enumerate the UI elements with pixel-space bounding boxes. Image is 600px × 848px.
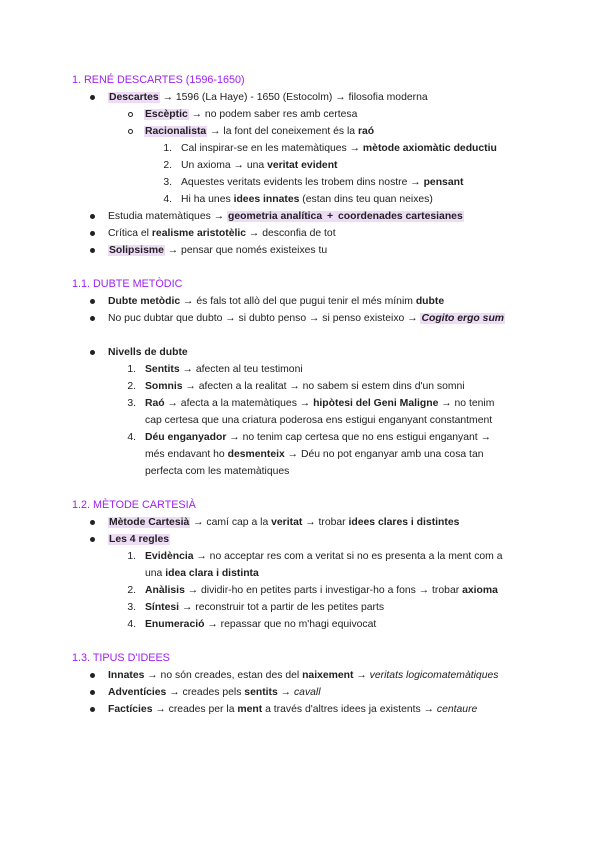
list-number: 1. <box>127 364 136 375</box>
list-item: Escèptic → no podem saber res amb certesa <box>145 109 358 120</box>
bullet <box>90 350 95 355</box>
list-item-continuation: cap certesa que una criatura poderosa ens estigui enganyant constantment <box>145 415 493 426</box>
list-item: Un axioma → una veritat evident <box>181 160 338 171</box>
list-number: 1. <box>127 551 136 562</box>
list-number: 3. <box>127 602 136 613</box>
list-item: Raó → afecta a la matemàtiques → hipòtesi del Geni Maligne → no tenim <box>145 398 495 409</box>
bullet <box>90 707 95 712</box>
list-item: Déu enganyador → no tenim cap certesa que no ens estigui enganyant → <box>145 432 491 443</box>
list-item: Mètode Cartesià → camí cap a la veritat → trobar idees clares i distintes <box>109 517 460 528</box>
list-item: Solipsisme → pensar que només existeixes tu <box>109 245 328 256</box>
list-item: Factícies → creades per la ment a través d'altres idees ja existents → centaure <box>108 704 478 715</box>
list-item: Aquestes veritats evidents les trobem dins nostre → pensant <box>181 177 464 188</box>
section-heading: 1.2. MÈTODE CARTESIÀ <box>72 499 196 511</box>
list-item: Somnis → afecten a la realitat → no sabem si estem dins d'un somni <box>145 381 465 392</box>
list-item: Descartes → 1596 (La Haye) - 1650 (Estocolm) → filosofia moderna <box>109 92 428 103</box>
list-item: Evidència → no acceptar res com a veritat si no es presenta a la ment com a <box>145 551 503 562</box>
bullet <box>90 214 95 219</box>
bullet <box>90 537 95 542</box>
bullet <box>90 231 95 236</box>
list-item-continuation: una idea clara i distinta <box>145 568 259 579</box>
list-number: 4. <box>127 619 136 630</box>
list-number: 1. <box>163 143 172 154</box>
sub-bullet <box>128 112 133 117</box>
list-number: 4. <box>127 432 136 443</box>
list-item: No puc dubtar que dubto → si dubto penso → si penso existeixo → Cogito ergo sum <box>108 313 505 324</box>
section-heading: 1. RENÉ DESCARTES (1596-1650) <box>72 74 245 86</box>
list-number: 4. <box>163 194 172 205</box>
list-item: Cal inspirar-se en les matemàtiques → mètode axiomàtic deductiu <box>181 143 497 154</box>
list-item: Innates → no són creades, estan des del naixement → veritats logicomatemàtiques <box>108 670 499 681</box>
section-heading: 1.1. DUBTE METÒDIC <box>72 278 183 290</box>
list-item: Les 4 regles <box>109 534 170 545</box>
bullet <box>90 95 95 100</box>
list-item: Adventícies → creades pels sentits → cavall <box>108 687 321 698</box>
list-item: Racionalista → la font del coneixement és la raó <box>145 126 375 137</box>
list-item: Sentits → afecten al teu testimoni <box>145 364 303 375</box>
list-item: Crítica el realisme aristotèlic → desconfia de tot <box>108 228 336 239</box>
list-item: Nivells de dubte <box>108 347 188 358</box>
bullet <box>90 690 95 695</box>
list-item-continuation: perfecta com les matemàtiques <box>145 466 290 477</box>
list-item: Enumeració → repassar que no m'hagi equivocat <box>145 619 377 630</box>
bullet <box>90 316 95 321</box>
bullet <box>90 673 95 678</box>
list-item: Hi ha unes idees innates (estan dins teu quan neixes) <box>181 194 433 205</box>
list-number: 3. <box>127 398 136 409</box>
list-item: Dubte metòdic → és fals tot allò del que pugui tenir el més mínim dubte <box>108 296 445 307</box>
list-number: 2. <box>127 585 136 596</box>
section-heading: 1.3. TIPUS D'IDEES <box>72 652 170 664</box>
bullet <box>90 248 95 253</box>
list-number: 2. <box>163 160 172 171</box>
list-number: 3. <box>163 177 172 188</box>
list-item-continuation: més endavant ho desmenteix → Déu no pot enganyar amb una cosa tan <box>145 449 484 460</box>
list-item: Estudia matemàtiques → geometria analítica + coordenades cartesianes <box>108 211 463 222</box>
bullet <box>90 299 95 304</box>
list-number: 2. <box>127 381 136 392</box>
list-item: Anàlisis → dividir-ho en petites parts i investigar-ho a fons → trobar axioma <box>145 585 498 596</box>
sub-bullet <box>128 129 133 134</box>
list-item: Síntesi → reconstruir tot a partir de les petites parts <box>145 602 385 613</box>
bullet <box>90 520 95 525</box>
